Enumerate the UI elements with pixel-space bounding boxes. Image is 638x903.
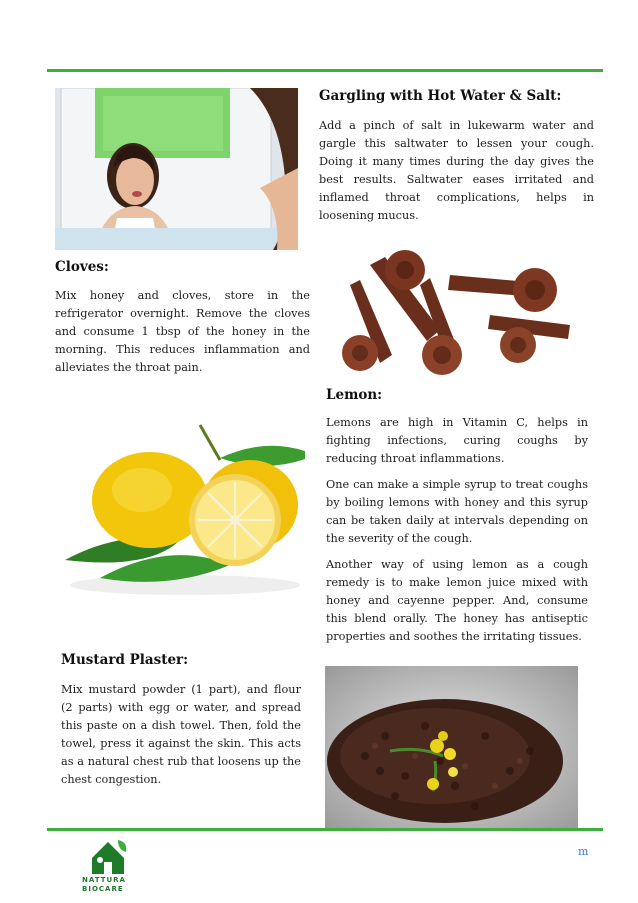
lemon-heading: Lemon: — [326, 387, 383, 403]
gargling-heading: Gargling with Hot Water & Salt: — [319, 88, 562, 104]
cloves-photo — [330, 245, 585, 383]
woman-gargling-image — [55, 88, 298, 250]
cloves-heading: Cloves: — [55, 259, 109, 275]
gargling-text: Add a pinch of salt in lukewarm water and gargle this saltwater to lessen your cough. Doing it many times during the day gives the best results. Saltwater eases irritated and inflamed throat complications, helps in loosening mucus. — [319, 119, 594, 222]
logo-text-biocare: BIOCARE — [82, 885, 124, 893]
lemon-paragraph-2: One can make a simple syrup to treat coughs by boiling lemons with honey and this syrup can be taken daily at intervals depending on the severity of the cough. — [326, 478, 588, 545]
lemon-paragraph-1: Lemons are high in Vitamin C, helps in fighting infections, curing coughs by reducing throat inflammations. — [326, 416, 588, 465]
gargling-photo — [55, 88, 298, 250]
mustard-heading: Mustard Plaster: — [61, 652, 189, 668]
lemon-text — [326, 414, 588, 654]
mustard-photo — [325, 666, 578, 830]
lemon-image — [60, 420, 305, 595]
logo-text-nattura: NATTURA — [82, 876, 126, 884]
cloves-image — [330, 245, 585, 383]
bottom-divider — [47, 828, 603, 831]
lemon-paragraph-3: Another way of using lemon as a cough remedy is to make lemon juice mixed with honey and cayenne pepper. And, consume this blend orally. The honey has antiseptic properties and soothes the irritating tissues. — [326, 558, 588, 643]
footer-website-link[interactable]: m — [578, 845, 589, 858]
nattura-biocare-logo — [78, 836, 140, 894]
mustard-text: Mix mustard powder (1 part), and flour (2 parts) with egg or water, and spread this paste on a dish towel. Then, fold the towel, press it against the skin. This acts as a natural chest rub that loosens up the chest congestion. — [61, 683, 301, 786]
mustard-seeds-image — [325, 666, 578, 830]
cloves-text: Mix honey and cloves, store in the refrigerator overnight. Remove the cloves and consume 1 tbsp of the honey in the morning. This reduces inflammation and alleviates the throat pain. — [55, 289, 310, 374]
top-divider — [47, 69, 603, 72]
lemon-photo — [60, 420, 305, 595]
